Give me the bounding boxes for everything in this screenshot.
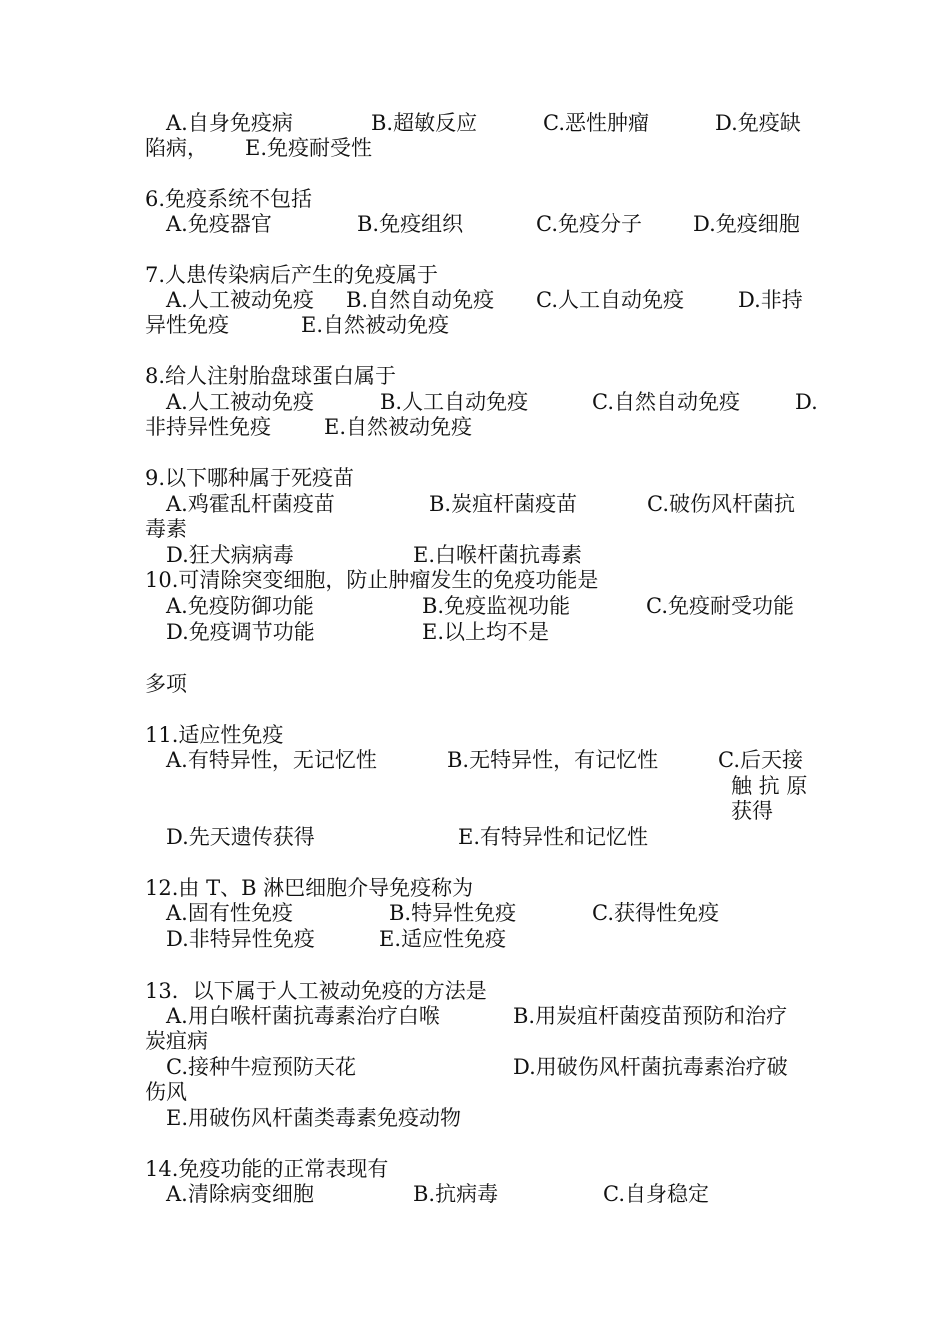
q10-stem: 10.可清除突变细胞，防止肿瘤发生的免疫功能是 (145, 568, 599, 592)
q10-option-e: E.以上均不是 (422, 620, 550, 644)
q9-option-c: C.破伤风杆菌抗 (647, 492, 795, 516)
q5-option-b: B.超敏反应 (371, 111, 478, 135)
q9-option-d: D.狂犬病病毒 (166, 543, 294, 567)
q11-option-c-line2: 触 抗 原 (731, 774, 808, 798)
q11-stem: 11.适应性免疫 (145, 723, 284, 747)
q14-option-c: C.自身稳定 (603, 1182, 709, 1206)
q7-option-c: C.人工自动免疫 (536, 288, 684, 312)
q9-option-b: B.炭疽杆菌疫苗 (429, 492, 578, 516)
q11-option-b: B.无特异性，有记忆性 (447, 748, 659, 772)
q14-option-a: A.清除病变细胞 (166, 1182, 314, 1206)
q8-option-a: A.人工被动免疫 (166, 390, 314, 414)
q12-option-e: E.适应性免疫 (379, 927, 507, 951)
q8-stem: 8.给人注射胎盘球蛋白属于 (145, 364, 397, 388)
q6-option-a: A.免疫器官 (166, 212, 272, 236)
q11-option-d: D.先天遗传获得 (166, 825, 315, 849)
q7-option-e: E.自然被动免疫 (301, 313, 450, 337)
q10-option-c: C.免疫耐受功能 (646, 594, 794, 618)
q13-option-d-continued: 伤风 (145, 1080, 187, 1104)
q14-stem: 14.免疫功能的正常表现有 (145, 1157, 389, 1181)
q11-option-c-line3: 获得 (731, 799, 773, 823)
q5-option-d-continued: 陷病， (145, 136, 208, 160)
q7-option-d: D.非持 (738, 288, 803, 312)
q7-option-d-continued: 异性免疫 (145, 313, 229, 337)
q12-option-c: C.获得性免疫 (592, 901, 719, 925)
q6-option-b: B.免疫组织 (357, 212, 464, 236)
q14-option-b: B.抗病毒 (413, 1182, 499, 1206)
q6-option-c: C.免疫分子 (536, 212, 642, 236)
q12-option-a: A.固有性免疫 (166, 901, 293, 925)
q12-option-d: D.非特异性免疫 (166, 927, 315, 951)
q8-option-e: E.自然被动免疫 (324, 415, 473, 439)
q9-option-e: E.白喉杆菌抗毒素 (413, 543, 583, 567)
q8-option-b: B.人工自动免疫 (380, 390, 529, 414)
q12-stem: 12.由 T、B 淋巴细胞介导免疫称为 (145, 876, 474, 900)
q9-option-c-continued: 毒素 (145, 517, 187, 541)
q5-option-d: D.免疫缺 (715, 111, 801, 135)
q13-option-b: B.用炭疽杆菌疫苗预防和治疗 (513, 1004, 788, 1028)
q7-option-a: A.人工被动免疫 (166, 288, 314, 312)
q11-option-a: A.有特异性，无记忆性 (166, 748, 377, 772)
q7-option-b: B.自然自动免疫 (346, 288, 495, 312)
q10-option-a: A.免疫防御功能 (166, 594, 314, 618)
q12-option-b: B.特异性免疫 (389, 901, 517, 925)
q13-option-b-continued: 炭疽病 (145, 1029, 208, 1053)
q5-option-c: C.恶性肿瘤 (543, 111, 649, 135)
q6-option-d: D.免疫细胞 (693, 212, 800, 236)
q13-option-e: E.用破伤风杆菌类毒素免疫动物 (166, 1106, 462, 1130)
q7-stem: 7.人患传染病后产生的免疫属于 (145, 263, 439, 287)
q9-stem: 9.以下哪种属于死疫苗 (145, 466, 355, 490)
section-heading-multiple-choice: 多项 (145, 672, 187, 696)
q10-option-b: B.免疫监视功能 (422, 594, 571, 618)
q13-option-d: D.用破伤风杆菌抗毒素治疗破 (513, 1055, 788, 1079)
q9-option-a: A.鸡霍乱杆菌疫苗 (166, 492, 335, 516)
q6-stem: 6.免疫系统不包括 (145, 187, 313, 211)
q8-option-d: D. (795, 390, 818, 414)
q8-option-d-continued: 非持异性免疫 (145, 415, 271, 439)
q13-stem: 13．以下属于人工被动免疫的方法是 (145, 979, 487, 1003)
q10-option-d: D.免疫调节功能 (166, 620, 315, 644)
q11-option-c: C.后天接 (718, 748, 803, 772)
q5-option-a: A.自身免疫病 (166, 111, 293, 135)
q13-option-c: C.接种牛痘预防天花 (166, 1055, 356, 1079)
q11-option-e: E.有特异性和记忆性 (458, 825, 649, 849)
q8-option-c: C.自然自动免疫 (592, 390, 740, 414)
q13-option-a: A.用白喉杆菌抗毒素治疗白喉 (166, 1004, 440, 1028)
q5-option-e: E.免疫耐受性 (245, 136, 373, 160)
